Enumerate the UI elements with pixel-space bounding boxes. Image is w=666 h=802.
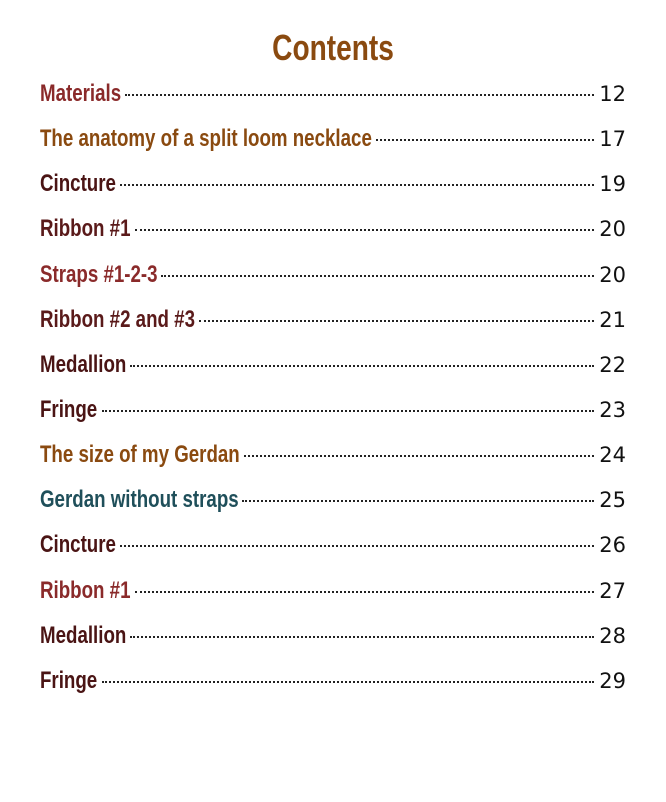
toc-entry-label: Ribbon #1: [40, 215, 131, 243]
dot-leader: [161, 275, 594, 277]
toc-entry-page: 28: [599, 623, 626, 648]
toc-entry-page: 23: [599, 397, 626, 422]
toc-entry-label: Straps #1-2-3: [40, 260, 158, 288]
toc-entry-page: 20: [599, 262, 626, 287]
toc-entry-label: The size of my Gerdan: [40, 441, 240, 469]
toc-entry-label: Ribbon #1: [40, 576, 131, 604]
toc-entry-label: The anatomy of a split loom necklace: [40, 125, 372, 153]
toc-entry-page: 22: [599, 352, 626, 377]
toc-entry-label: Cincture: [40, 170, 116, 198]
toc-entry[interactable]: [40, 121, 626, 166]
toc-entry-page: 24: [599, 443, 626, 468]
toc-entry[interactable]: [40, 663, 626, 708]
toc-entry[interactable]: [40, 618, 626, 663]
toc-entry-label: Ribbon #2 and #3: [40, 305, 195, 333]
toc-entry[interactable]: [40, 573, 626, 618]
toc-title: Contents: [272, 27, 394, 68]
toc-entry[interactable]: [40, 392, 626, 437]
dot-leader: [102, 681, 594, 683]
dot-leader: [120, 184, 594, 186]
toc-entry[interactable]: [40, 257, 626, 302]
toc-entry[interactable]: [40, 302, 626, 347]
dot-leader: [242, 500, 594, 502]
toc-entry-page: 17: [599, 127, 626, 152]
toc-entry[interactable]: [40, 211, 626, 256]
toc-entry[interactable]: [40, 482, 626, 527]
toc-entry-label: Medallion: [40, 350, 127, 378]
toc-entry-label: Medallion: [40, 621, 127, 649]
toc-entry-label: Cincture: [40, 531, 116, 559]
dot-leader: [376, 139, 594, 141]
toc-entry[interactable]: [40, 347, 626, 392]
dot-leader: [244, 455, 594, 457]
toc-entry-page: 12: [599, 82, 626, 106]
dot-leader: [130, 636, 594, 638]
table-of-contents: [40, 76, 626, 708]
toc-entry-page: 26: [599, 533, 626, 558]
toc-entry-page: 27: [599, 578, 626, 603]
toc-entry-label: Fringe: [40, 666, 98, 694]
toc-entry[interactable]: [40, 166, 626, 211]
dot-leader: [125, 94, 594, 96]
toc-entry[interactable]: [40, 76, 626, 121]
dot-leader: [199, 320, 594, 322]
dot-leader: [130, 365, 594, 367]
toc-entry-page: 21: [599, 307, 626, 332]
dot-leader: [102, 410, 594, 412]
dot-leader: [135, 591, 594, 593]
toc-entry-page: 29: [599, 668, 626, 693]
toc-entry-label: Materials: [40, 80, 122, 107]
toc-entry[interactable]: [40, 527, 626, 572]
toc-entry-label: Gerdan without straps: [40, 486, 239, 514]
dot-leader: [135, 229, 594, 231]
toc-entry-page: 19: [599, 172, 626, 197]
toc-entry-label: Fringe: [40, 395, 98, 423]
toc-entry-page: 25: [599, 488, 626, 513]
toc-entry[interactable]: [40, 437, 626, 482]
dot-leader: [120, 545, 594, 547]
toc-entry-page: 20: [599, 217, 626, 242]
